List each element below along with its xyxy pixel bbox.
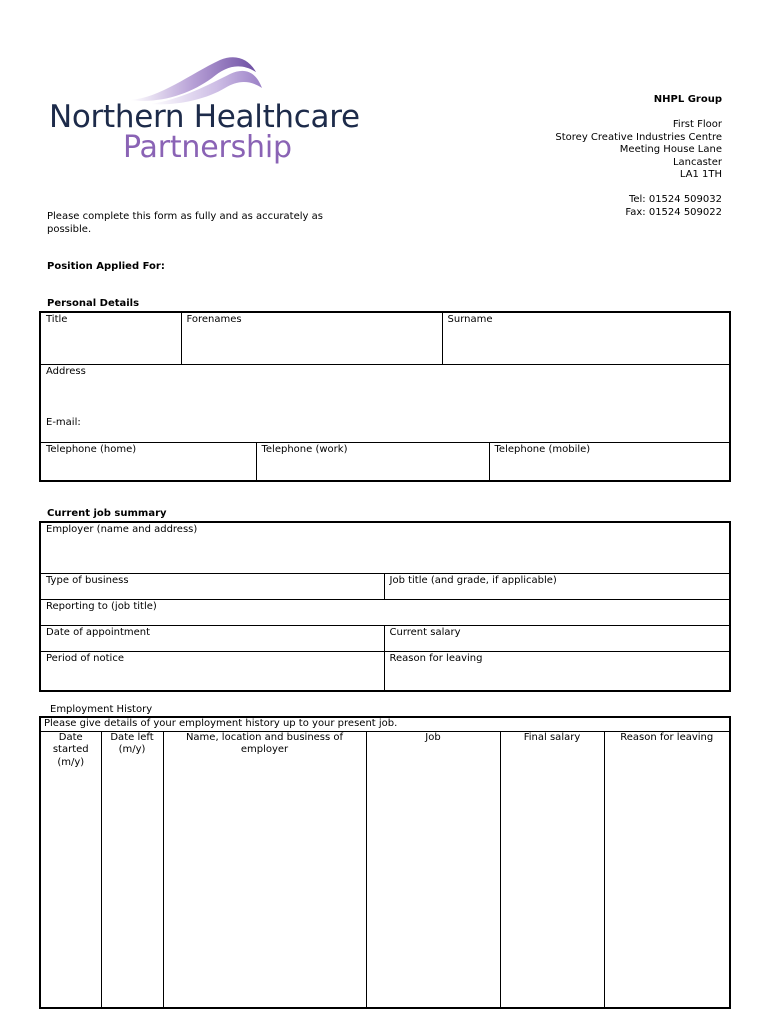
telephone-mobile-label: Telephone (mobile) <box>494 443 591 455</box>
column-header: Reason for leaving <box>620 731 714 743</box>
telephone-number: Tel: 01524 509032 <box>628 194 722 205</box>
business-type-label: Type of business <box>46 574 129 586</box>
column-date-started[interactable] <box>40 731 101 1008</box>
notice-period-label: Period of notice <box>46 652 124 664</box>
telephone-work-field[interactable] <box>256 442 489 481</box>
column-header: Date started (m/y) <box>52 731 89 768</box>
appointment-date-label: Date of appointment <box>46 626 151 638</box>
personal-details-table <box>39 311 731 482</box>
personal-details-heading: Personal Details <box>47 298 140 309</box>
fax-number: Fax: 01524 509022 <box>625 207 722 218</box>
address-line: First Floor <box>672 119 722 130</box>
reporting-to-label: Reporting to (job title) <box>46 600 157 612</box>
telephone-mobile-field[interactable] <box>489 442 730 481</box>
telephone-home-field[interactable] <box>40 442 256 481</box>
telephone-home-label: Telephone (home) <box>46 443 137 455</box>
reason-leaving-field[interactable] <box>384 651 730 691</box>
surname-label: Surname <box>447 314 493 325</box>
job-title-field[interactable] <box>384 573 730 599</box>
logo-text-northern-healthcare: Northern Healthcare <box>49 99 360 135</box>
column-header: Date left (m/y) <box>110 731 154 755</box>
title-field[interactable] <box>40 312 181 364</box>
current-job-heading: Current job summary <box>47 508 167 519</box>
email-label: E-mail: <box>46 416 81 428</box>
column-reason-leaving[interactable] <box>604 731 730 1008</box>
position-applied-label: Position Applied For: <box>47 261 165 272</box>
address-label: Address <box>46 365 86 377</box>
reason-leaving-label: Reason for leaving <box>389 652 483 664</box>
address-line: LA1 1TH <box>679 169 722 180</box>
address-line: Lancaster <box>672 157 722 168</box>
business-type-field[interactable] <box>40 573 384 599</box>
address-field[interactable] <box>40 364 730 442</box>
column-header: Name, location and business of employer <box>185 731 344 755</box>
column-header: Final salary <box>523 731 581 743</box>
surname-field[interactable] <box>442 312 730 364</box>
appointment-date-field[interactable] <box>40 625 384 651</box>
title-label: Title <box>46 314 68 325</box>
column-header: Job <box>425 731 441 743</box>
forenames-label: Forenames <box>186 314 242 325</box>
current-salary-label: Current salary <box>389 626 461 638</box>
current-job-table <box>39 521 731 692</box>
column-job[interactable] <box>366 731 500 1008</box>
intro-text: Please complete this form as fully and as accurately as possible. <box>47 211 323 235</box>
address-line: Storey Creative Industries Centre <box>555 132 722 143</box>
employer-label: Employer (name and address) <box>46 524 198 535</box>
forenames-field[interactable] <box>181 312 442 364</box>
address-line: Meeting House Lane <box>619 144 722 155</box>
notice-period-field[interactable] <box>40 651 384 691</box>
current-salary-field[interactable] <box>384 625 730 651</box>
employment-history-table <box>39 716 731 1009</box>
employer-field[interactable] <box>40 522 730 573</box>
employment-history-heading: Employment History <box>50 704 153 715</box>
logo-text-partnership: Partnership <box>123 130 292 165</box>
job-title-label: Job title (and grade, if applicable) <box>389 574 557 586</box>
org-name: NHPL Group <box>653 94 722 105</box>
reporting-to-field[interactable] <box>40 599 730 625</box>
column-final-salary[interactable] <box>500 731 604 1008</box>
history-instruction: Please give details of your employment history up to your present job. <box>40 717 730 731</box>
telephone-work-label: Telephone (work) <box>261 443 348 455</box>
column-employer[interactable] <box>163 731 366 1008</box>
column-date-left[interactable] <box>101 731 163 1008</box>
